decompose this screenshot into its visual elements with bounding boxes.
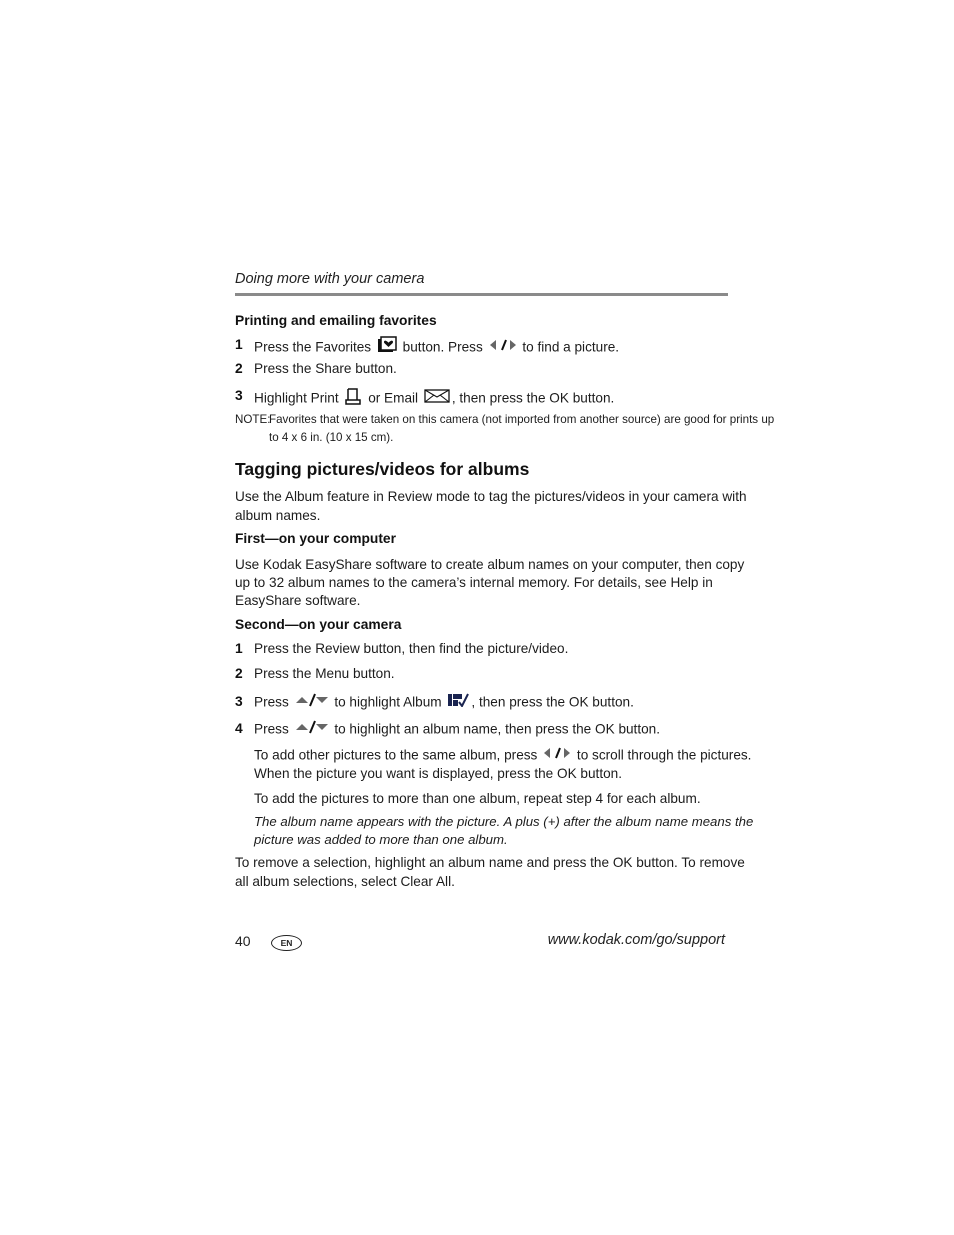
second-camera-heading: Second—on your camera (235, 617, 402, 632)
favorites-icon (377, 336, 397, 360)
sub-paragraph-1-line-2: When the picture you want is displayed, press the OK button. (254, 766, 622, 781)
italic-note-line-2: picture was added to more than one album. (254, 832, 508, 847)
closing-line-2: all album selections, select Clear All. (235, 874, 455, 889)
email-icon (424, 389, 450, 409)
camera-step-2-number: 2 (235, 666, 243, 681)
camera-step-1: Press the Review button, then find the picture/video. (254, 641, 569, 656)
print-step-1-text-c: to find a picture. (522, 339, 620, 355)
left-right-arrows-icon (489, 338, 517, 358)
sub-paragraph-1-text-a: To add other pictures to the same album, press (254, 747, 538, 763)
camera-step-3 (254, 693, 634, 713)
print-step-1-text-a: Press the Favorites (254, 339, 372, 355)
page-number: 40 (235, 933, 251, 949)
print-step-3-text-c: , then press the OK button. (451, 390, 615, 406)
print-step-1 (254, 336, 619, 360)
camera-step-3-number: 3 (235, 694, 243, 709)
camera-step-4-number: 4 (235, 721, 243, 736)
first-line-2: up to 32 album names to the camera’s internal memory. For details, see Help in (235, 575, 713, 590)
camera-step-4-text-a: Press (254, 721, 289, 737)
print-step-3-text-b: or Email (368, 390, 419, 406)
first-line-1: Use Kodak EasyShare software to create album names on your computer, then copy (235, 557, 745, 572)
italic-note-line-1: The album name appears with the picture. A plus (+) after the album name means the (254, 814, 754, 829)
first-computer-heading: First—on your computer (235, 531, 396, 546)
header-rule (235, 293, 728, 296)
print-step-2-number: 2 (235, 361, 243, 376)
closing-line-1: To remove a selection, highlight an album name and press the OK button. To remove (235, 855, 745, 870)
camera-step-4-text-b: to highlight an album name, then press the OK button. (334, 721, 661, 737)
sub-paragraph-2: To add the pictures to more than one album, repeat step 4 for each album. (254, 791, 701, 806)
first-line-3: EasyShare software. (235, 593, 361, 608)
language-badge: EN (271, 935, 302, 951)
print-icon (344, 387, 362, 411)
tagging-intro-line-1: Use the Album feature in Review mode to tag the pictures/videos in your camera with (235, 489, 747, 504)
note-line-1: Favorites that were taken on this camera (not imported from another source) are good for prints up (269, 413, 775, 426)
up-down-arrows-icon (295, 693, 329, 713)
print-step-3 (254, 387, 614, 411)
left-right-arrows-icon (543, 746, 571, 766)
support-url[interactable]: www.kodak.com/go/support (547, 932, 725, 948)
print-step-1-text-b: button. Press (402, 339, 483, 355)
sub-paragraph-1-text-b: to scroll through the pictures. (576, 747, 752, 763)
print-step-3-number: 3 (235, 388, 243, 403)
tagging-intro-line-2: album names. (235, 508, 321, 523)
camera-step-3-text-c: , then press the OK button. (471, 694, 634, 710)
note-line-2: to 4 x 6 in. (10 x 15 cm). (269, 431, 394, 444)
print-step-2: Press the Share button. (254, 361, 397, 376)
sub-paragraph-1-line-1 (254, 746, 751, 766)
camera-step-1-number: 1 (235, 641, 243, 656)
print-section-heading: Printing and emailing favorites (235, 313, 437, 328)
camera-step-4 (254, 720, 660, 740)
camera-step-3-text-b: to highlight Album (334, 694, 442, 710)
camera-step-3-text-a: Press (254, 694, 289, 710)
album-icon (447, 693, 469, 713)
up-down-arrows-icon (295, 720, 329, 740)
note-label: NOTE: (235, 413, 271, 426)
tagging-section-heading: Tagging pictures/videos for albums (235, 459, 530, 479)
running-header: Doing more with your camera (235, 271, 425, 287)
print-step-3-text-a: Highlight Print (254, 390, 339, 406)
camera-step-2: Press the Menu button. (254, 666, 395, 681)
print-step-1-number: 1 (235, 337, 243, 352)
